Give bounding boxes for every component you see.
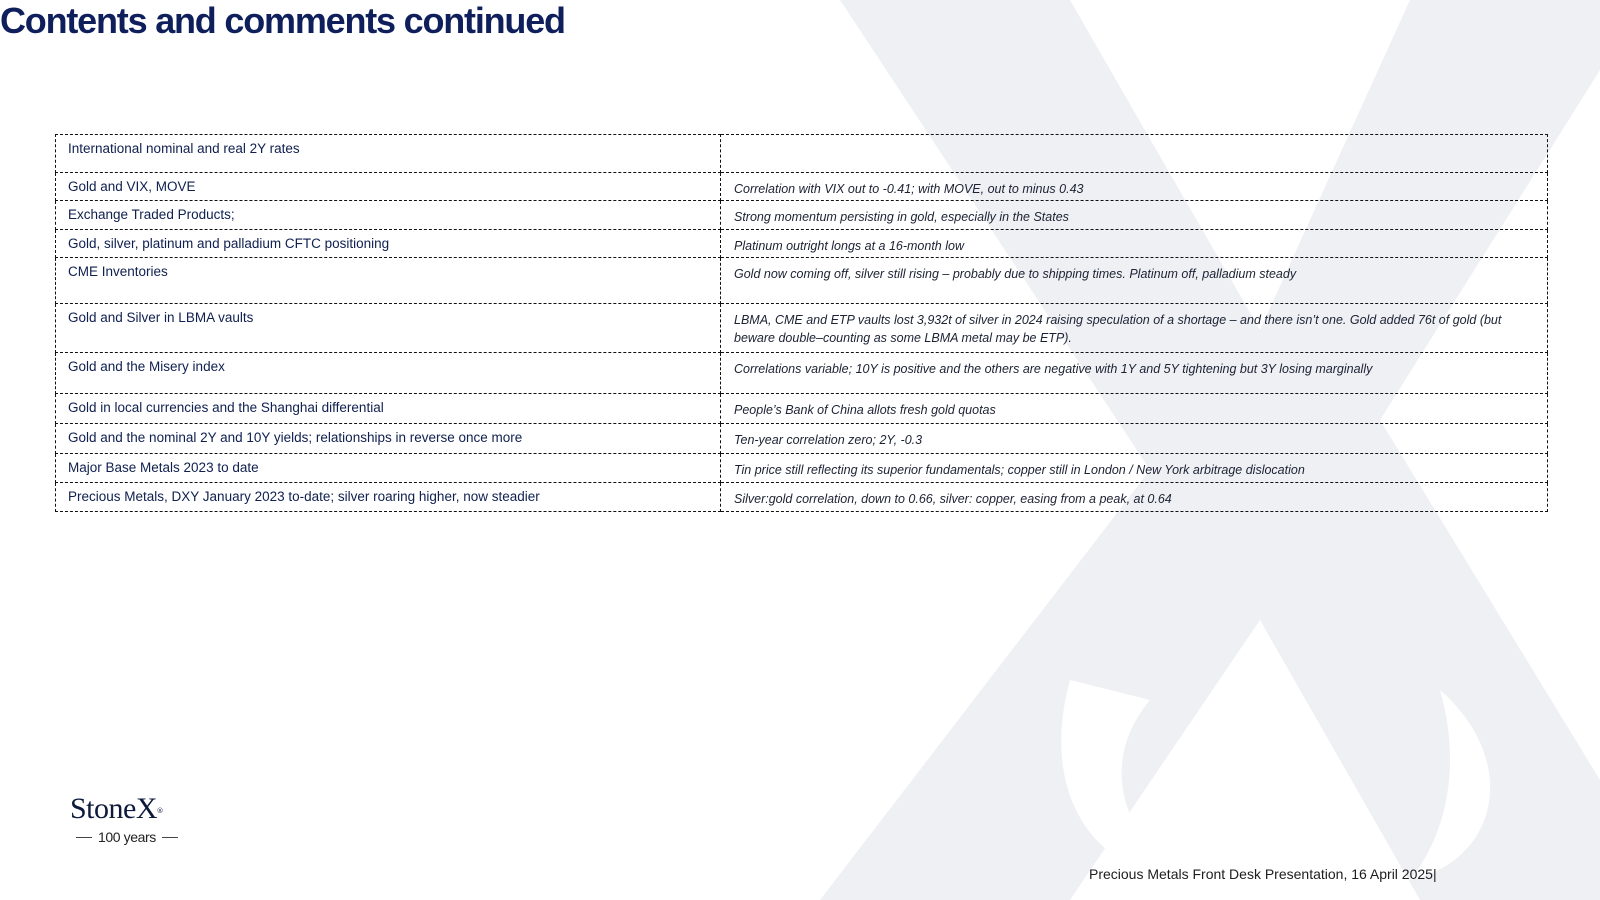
table-row: [56, 258, 1548, 304]
logo-wordmark: [70, 792, 163, 825]
row-topic: International nominal and real 2Y rates: [56, 135, 721, 173]
row-topic: Gold and the nominal 2Y and 10Y yields; relationships in reverse once more: [56, 424, 721, 454]
row-comment: Correlations variable; 10Y is positive and the others are negative with 1Y and 5Y tightening but 3Y losing marginally: [721, 353, 1548, 394]
row-topic: Gold and Silver in LBMA vaults: [56, 304, 721, 353]
logo-wordmark-text: StoneX: [70, 792, 157, 825]
row-comment: LBMA, CME and ETP vaults lost 3,932t of silver in 2024 raising speculation of a shortage – and there isn’t one. Gold added 76t of gold (but beware double–counting as some LBMA metal may be ETP).: [721, 304, 1548, 353]
registered-mark: ®: [156, 807, 163, 815]
row-topic: Major Base Metals 2023 to date: [56, 454, 721, 483]
row-comment: Strong momentum persisting in gold, especially in the States: [721, 201, 1548, 230]
table-row: [56, 353, 1548, 394]
row-topic: Exchange Traded Products;: [56, 201, 721, 230]
tagline-dash-right: [162, 837, 178, 838]
table-row: [56, 424, 1548, 454]
table-row: [56, 201, 1548, 230]
table-row: [56, 230, 1548, 258]
row-comment: Platinum outright longs at a 16-month low: [721, 230, 1548, 258]
page-title: Contents and comments continued: [0, 0, 565, 41]
row-topic: Precious Metals, DXY January 2023 to-date; silver roaring higher, now steadier: [56, 483, 721, 512]
row-comment: People’s Bank of China allots fresh gold quotas: [721, 394, 1548, 424]
row-topic: Gold, silver, platinum and palladium CFTC positioning: [56, 230, 721, 258]
row-topic: Gold and VIX, MOVE: [56, 173, 721, 201]
footer-text: Precious Metals Front Desk Presentation, 16 April 2025|: [1089, 866, 1437, 882]
table-row: [56, 483, 1548, 512]
table-row: [56, 454, 1548, 483]
table-row: [56, 394, 1548, 424]
logo-tagline-text: 100 years: [98, 829, 156, 845]
row-comment: [721, 135, 1548, 173]
contents-table: [55, 134, 1548, 512]
stonex-logo: [70, 793, 200, 845]
table-row: [56, 304, 1548, 353]
row-comment: Silver:gold correlation, down to 0.66, silver: copper, easing from a peak, at 0.64: [721, 483, 1548, 512]
row-comment: Gold now coming off, silver still rising – probably due to shipping times. Platinum off, palladium steady: [721, 258, 1548, 304]
table-row: [56, 173, 1548, 201]
row-topic: Gold in local currencies and the Shanghai differential: [56, 394, 721, 424]
row-comment: Ten-year correlation zero; 2Y, -0.3: [721, 424, 1548, 454]
row-comment: Tin price still reflecting its superior fundamentals; copper still in London / New York arbitrage dislocation: [721, 454, 1548, 483]
row-comment: Correlation with VIX out to -0.41; with MOVE, out to minus 0.43: [721, 173, 1548, 201]
row-topic: Gold and the Misery index: [56, 353, 721, 394]
tagline-dash-left: [76, 837, 92, 838]
row-topic: CME Inventories: [56, 258, 721, 304]
logo-tagline: [70, 829, 200, 845]
table-row: [56, 135, 1548, 173]
